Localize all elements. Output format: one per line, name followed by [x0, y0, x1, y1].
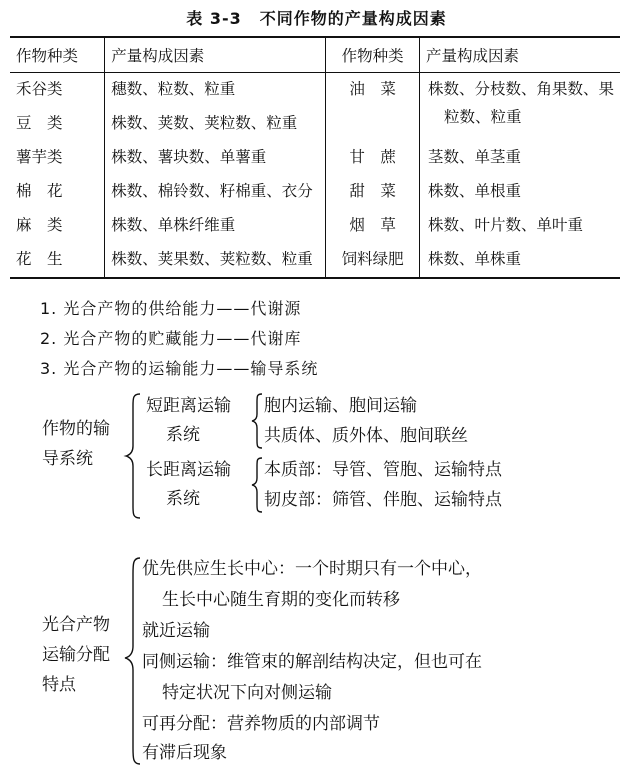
- capability-list: [40, 294, 318, 384]
- table-caption: [0, 6, 633, 29]
- cell-factors-a: 株数、单株纤维重: [105, 209, 326, 243]
- table-row: [10, 73, 620, 108]
- table-caption-title: 不同作物的产量构成因素: [259, 9, 447, 28]
- table-row: [10, 243, 620, 278]
- cell-factors-a: 株数、荚数、荚粒数、粒重: [105, 107, 326, 141]
- features-root-line3: 特点: [42, 675, 76, 695]
- long-label-line2: 系统: [166, 489, 200, 509]
- table-caption-number: 表 3-3: [186, 9, 242, 28]
- table-row: [10, 209, 620, 243]
- feature-item: 同侧运输：维管束的解剖结构决定，但也可在: [142, 652, 482, 672]
- cell-factors-b-line2: 粒数、粒重: [443, 108, 522, 126]
- cell-factors-a: 株数、薯块数、单薯重: [105, 141, 326, 175]
- header-crop-type-b: 作物种类: [326, 37, 420, 73]
- long-item: 本质部：导管、管胞、运输特点: [264, 460, 502, 480]
- long-label-line1: 长距离运输: [146, 460, 231, 480]
- capability-item: 3. 光合产物的运输能力——输导系统: [40, 359, 319, 378]
- cell-factors-a: 穗数、粒数、粒重: [105, 73, 326, 108]
- features-root-line2: 运输分配: [42, 645, 110, 665]
- cell-factors-b: 株数、叶片数、单叶重: [427, 216, 583, 234]
- cell-crop-a: 薯芋类: [10, 141, 105, 175]
- cell-crop-b: 油 菜: [326, 73, 420, 108]
- long-item: 韧皮部：筛管、伴胞、运输特点: [264, 490, 502, 510]
- cell-factors-b: 株数、单株重: [427, 250, 521, 268]
- cell-factors-b: 株数、单根重: [427, 182, 521, 200]
- cell-crop-a: 棉 花: [10, 175, 105, 209]
- short-distance-label: [146, 392, 256, 450]
- short-item: 共质体、质外体、胞间联丝: [264, 426, 468, 446]
- header-crop-type-a: 作物种类: [10, 37, 105, 73]
- cell-crop-b: 饲料绿肥: [326, 243, 420, 278]
- table-row: [10, 141, 620, 175]
- transport-root-label: [42, 414, 132, 474]
- capability-item: 1. 光合产物的供给能力——代谢源: [40, 299, 302, 318]
- cell-crop-a: 禾谷类: [10, 73, 105, 108]
- cell-factors-b-line1: 株数、分枝数、角果数、果: [427, 80, 614, 98]
- cell-factors-a: 株数、棉铃数、籽棉重、衣分: [105, 175, 326, 209]
- cell-crop-b: 甜 菜: [326, 175, 420, 209]
- short-item: 胞内运输、胞间运输: [264, 396, 417, 416]
- cell-crop-b: 烟 草: [326, 209, 420, 243]
- cell-crop-b: 甘 蔗: [326, 141, 420, 175]
- long-distance-label: [146, 456, 256, 514]
- cell-factors-b: 茎数、单茎重: [427, 148, 521, 166]
- transport-system-outline: [0, 386, 633, 526]
- feature-item-continuation: 生长中心随生育期的变化而转移: [162, 590, 400, 610]
- cell-factors-a: 株数、荚果数、荚粒数、粒重: [105, 243, 326, 278]
- table-header-row: [10, 37, 620, 73]
- table-row: [10, 175, 620, 209]
- short-label-line1: 短距离运输: [146, 396, 231, 416]
- feature-item-continuation: 特定状况下向对侧运输: [162, 683, 332, 703]
- capability-item: 2. 光合产物的贮藏能力——代谢库: [40, 329, 302, 348]
- transport-root-line1: 作物的输: [42, 419, 110, 439]
- transport-root-line2: 导系统: [42, 449, 93, 469]
- features-root-label: [42, 610, 134, 700]
- header-yield-factors-b: 产量构成因素: [419, 37, 620, 73]
- cell-crop-a: 麻 类: [10, 209, 105, 243]
- feature-item: 有滞后现象: [142, 743, 227, 763]
- short-label-line2: 系统: [166, 425, 200, 445]
- header-yield-factors-a: 产量构成因素: [105, 37, 326, 73]
- cell-crop-a: 豆 类: [10, 107, 105, 141]
- feature-item: 优先供应生长中心：一个时期只有一个中心，: [142, 559, 482, 579]
- crop-yield-table: [10, 36, 620, 279]
- cell-crop-a: 花 生: [10, 243, 105, 278]
- cell-factors-b: [419, 73, 620, 142]
- feature-item: 就近运输: [142, 621, 210, 641]
- features-root-line1: 光合产物: [42, 615, 110, 635]
- feature-item: 可再分配：营养物质的内部调节: [142, 714, 380, 734]
- cell-crop-b: [326, 107, 420, 141]
- distribution-features-outline: [0, 552, 633, 771]
